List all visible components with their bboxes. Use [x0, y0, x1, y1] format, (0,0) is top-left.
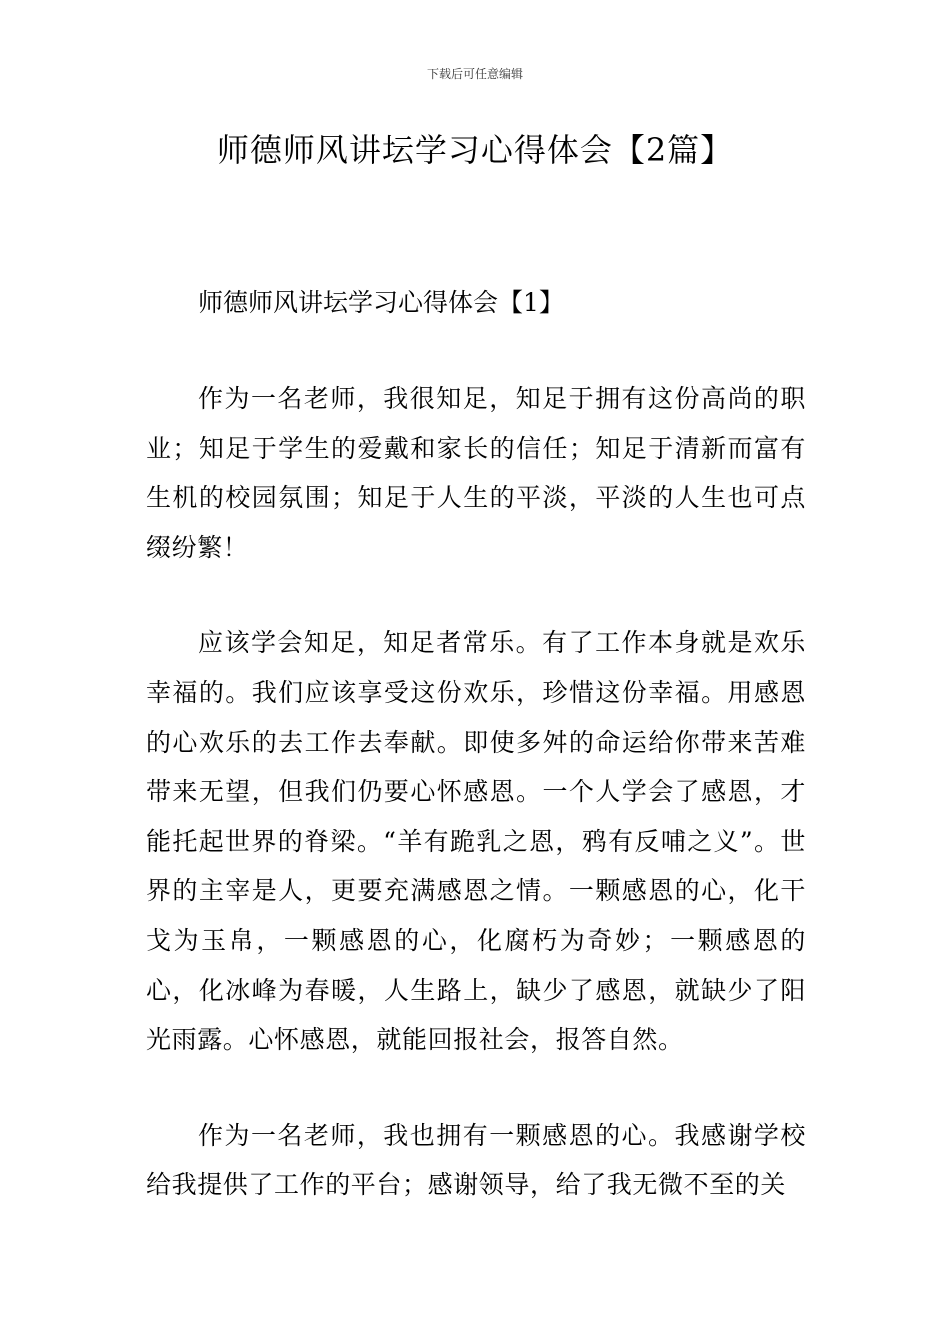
paragraph-3: 作为一名老师，我也拥有一颗感恩的心。我感谢学校给我提供了工作的平台；感谢领导，给了我无微不至的关	[146, 1120, 806, 1200]
paragraph-1: 作为一名老师，我很知足，知足于拥有这份高尚的职业；知足于学生的爱戴和家长的信任；知足于清新而富有生机的校园氛围；知足于人生的平淡，平淡的人生也可点缀纷繁！	[146, 384, 806, 562]
document-body	[146, 278, 806, 1210]
paragraph-2: 应该学会知足，知足者常乐。有了工作本身就是欢乐幸福的。我们应该享受这份欢乐，珍惜这份幸福。用感恩的心欢乐的去工作去奉献。即使多舛的命运给你带来苦难带来无望，但我们仍要心怀感恩。一个人学会了感恩，才能托起世界的脊梁。“羊有跪乳之恩，鸦有反哺之义”。世界的主宰是人，更要充满感恩之情。一颗感恩的心，化干戈为玉帛，一颗感恩的心，化腐朽为奇妙；一颗感恩的心，化冰峰为春暖，人生路上，缺少了感恩，就缺少了阳光雨露。心怀感恩，就能回报社会，报答自然。	[146, 628, 806, 1055]
header-note: 下载后可任意编辑	[426, 67, 523, 81]
section-heading: 师德师风讲坛学习心得体会【1】	[198, 288, 564, 317]
document-title: 师德师风讲坛学习心得体会【2篇】	[216, 131, 734, 169]
